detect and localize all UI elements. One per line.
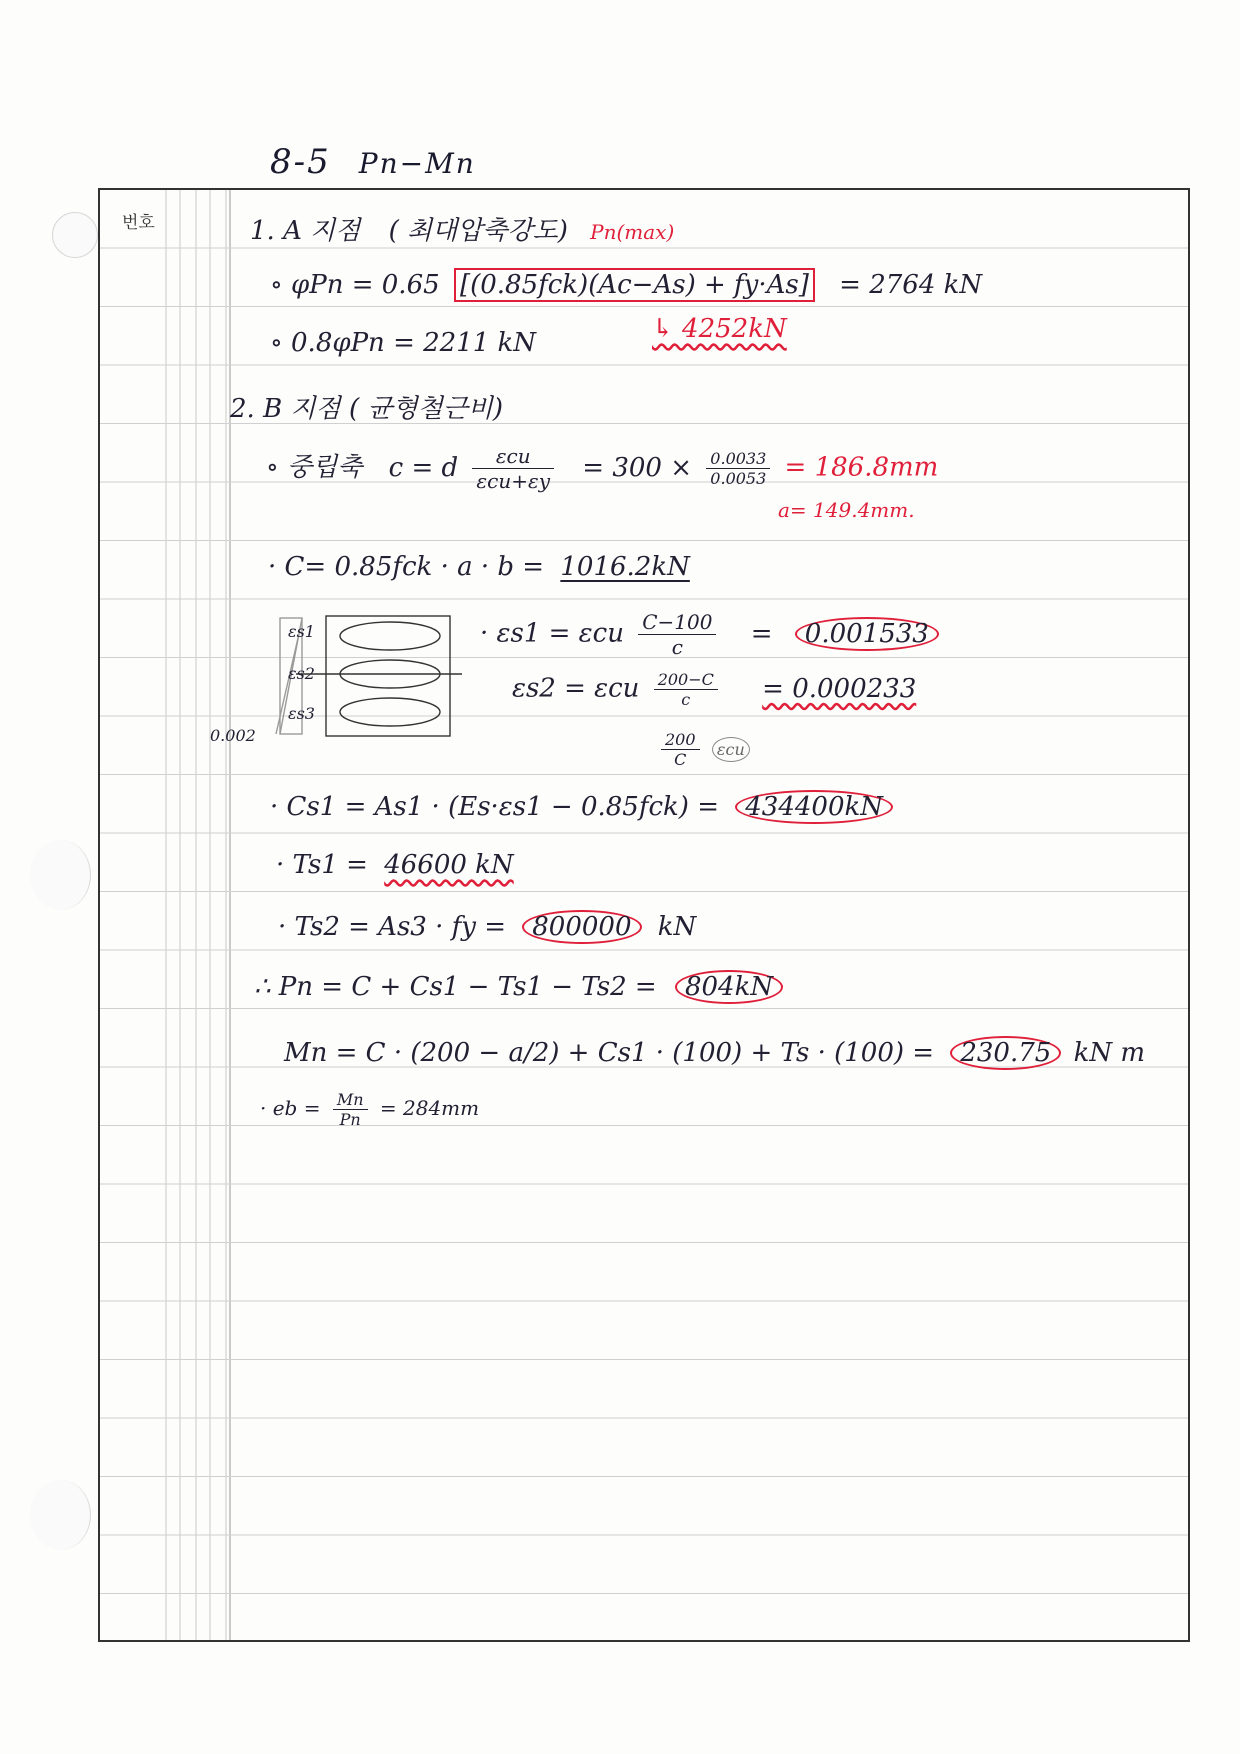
title-number: 8-5: [270, 142, 331, 182]
side-num: 200: [661, 730, 700, 750]
es2-den: c: [681, 690, 691, 709]
section-a-red-note: Pn(max): [590, 220, 675, 244]
ts2-unit: kN: [657, 912, 697, 942]
side-den: C: [674, 750, 687, 769]
eb-fraction: [333, 1090, 368, 1129]
eb-lhs: · eb =: [260, 1096, 321, 1120]
binder-hole-bottom: [30, 1480, 91, 1550]
number-label: 번호: [122, 213, 155, 233]
title-subtitle: Pn−Mn: [358, 147, 476, 180]
page-title: [270, 142, 476, 182]
eb-den: Pn: [339, 1110, 361, 1129]
diagram-label-es1: εs1: [288, 622, 315, 641]
eq1-terms: [(0.85fck)(Ac−As) + fy·As]: [454, 268, 815, 302]
cs1-equation: [270, 790, 893, 824]
mn-unit: kN m: [1073, 1038, 1146, 1068]
binder-hole-middle: [30, 840, 91, 910]
cs1-result: 434400kN: [735, 790, 893, 824]
section-a-note: ( 최대압축강도): [388, 216, 568, 246]
es1-num: C−100: [638, 610, 716, 635]
ts1-result: 46600 kN: [384, 850, 514, 880]
es2-num: 200−C: [654, 670, 718, 690]
c-den: εcu+εy: [476, 469, 551, 493]
compression-force-equation: [268, 552, 690, 582]
diagram-label-es2: εs2: [288, 664, 315, 683]
equation-08-phi-pn: ∘ 0.8φPn = 2211 kN: [270, 328, 537, 358]
side-label: εcu: [712, 737, 750, 762]
eb-equation: [260, 1090, 479, 1129]
diagram-label-es3: εs3: [288, 704, 315, 723]
es1-den: c: [671, 635, 683, 659]
c-eq: c = d: [388, 452, 459, 483]
es1-result: 0.001533: [795, 617, 939, 651]
strain-es2-equation: [512, 670, 916, 709]
eb-num: Mn: [333, 1090, 368, 1110]
cs1-lhs: · Cs1 = As1 · (Es·εs1 − 0.85fck) =: [270, 792, 719, 822]
ts1-lhs: · Ts1 =: [276, 850, 368, 880]
binder-hole-top: [52, 212, 98, 258]
a-result: a= 149.4mm.: [778, 498, 915, 522]
pn-lhs: ∴ Pn = C + Cs1 − Ts1 − Ts2 =: [254, 972, 657, 1002]
c-num: εcu: [472, 444, 554, 469]
correction-4252: [652, 314, 787, 344]
mn-equation: [284, 1036, 1145, 1070]
c-result: = 186.8mm: [784, 452, 939, 483]
es2-result: = 0.000233: [762, 673, 917, 704]
pn-result: 804kN: [675, 970, 783, 1004]
eq1-lhs: ∘ φPn = 0.65: [270, 270, 440, 300]
eq1-result: = 2764 kN: [839, 270, 983, 300]
c-fraction: [472, 444, 554, 493]
mn-result: 230.75: [950, 1036, 1061, 1070]
neutral-axis-equation: [266, 444, 938, 493]
section-a-title: 1. A 지점: [250, 216, 361, 246]
pn-equation: [254, 970, 783, 1004]
c-calc: = 300 ×: [582, 452, 693, 483]
c-calc-den: 0.0053: [710, 469, 767, 488]
c-calc-num: 0.0033: [706, 449, 770, 469]
section-a-heading: [250, 210, 674, 247]
neutral-axis-label: ∘ 중립축: [266, 452, 363, 483]
ts2-equation: [278, 910, 696, 944]
C-eq: · C= 0.85fck · a · b =: [268, 552, 545, 582]
correction-value: ↳ 4252kN: [652, 314, 787, 344]
es1-fraction: [638, 610, 716, 659]
side-note-fraction: [655, 730, 750, 769]
strain-es1-equation: · εs1 = εcu $\frac{C-100}{c}$ = 0.001533: [480, 610, 939, 659]
ts1-equation: [276, 850, 514, 880]
es1-lhs: · εs1 = εcu: [480, 618, 624, 649]
notebook-sheet: [98, 188, 1190, 1642]
ts2-lhs: · Ts2 = As3 · fy =: [278, 912, 506, 942]
ts2-result: 800000: [522, 910, 641, 944]
es2-fraction: [654, 670, 718, 709]
diagram-label-0002: 0.002: [210, 726, 256, 745]
C-result: 1016.2kN: [560, 552, 690, 582]
mn-lhs: Mn = C · (200 − a/2) + Cs1 · (100) + Ts · (100) =: [284, 1038, 935, 1068]
equation-phi-pn: [270, 270, 982, 300]
es2-lhs: εs2 = εcu: [512, 673, 640, 704]
c-calc-fraction: [706, 449, 770, 488]
section-b-heading: 2. B 지점 ( 균형철근비): [230, 394, 504, 424]
eb-result: = 284mm: [379, 1096, 480, 1120]
